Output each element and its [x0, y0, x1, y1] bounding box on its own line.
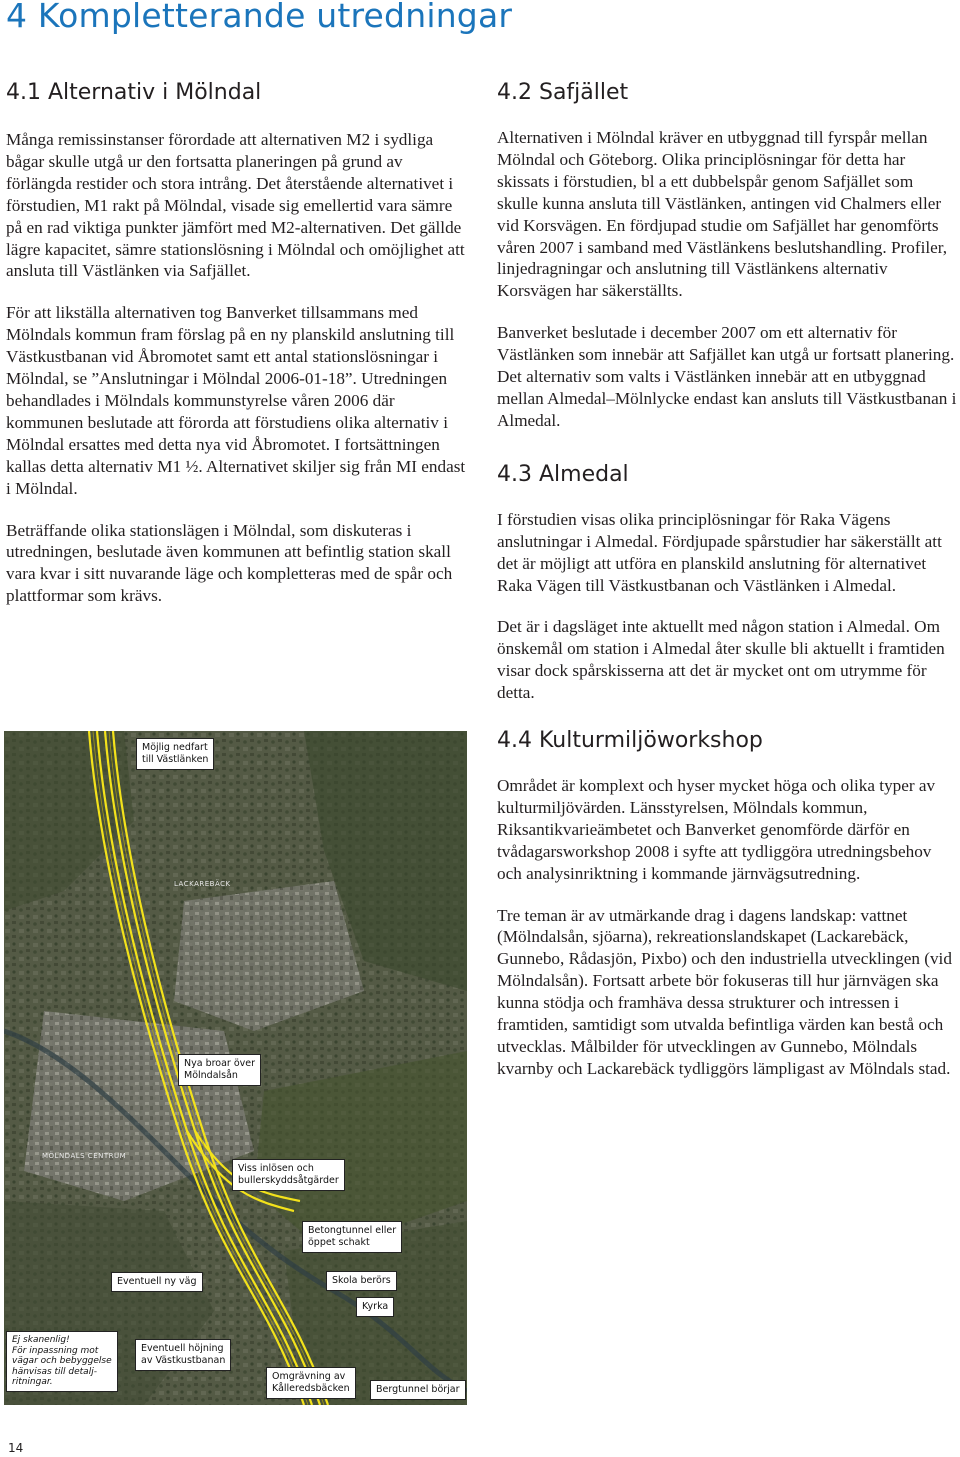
callout-line: Betongtunnel eller — [308, 1225, 397, 1236]
callout-line: Mölndalsån — [184, 1070, 238, 1081]
callout-line: hänvisas till detalj- — [12, 1366, 97, 1377]
map-callout-omgravning — [266, 1367, 356, 1399]
aerial-map — [4, 731, 467, 1405]
paragraph: I förstudien visas olika principlösningar för Raka Vägens anslutningar i Almedal. Fördjupade spårstudier har säkerställt att det är möjligt att utföra en planskild anslutning för alternativet Raka Vägen till Västkustbanan och Västlänken i Almedal. — [497, 509, 942, 595]
callout-line: Eventuell höjning — [141, 1343, 224, 1354]
callout-line: av Västkustbanan — [141, 1355, 226, 1366]
map-callout-skanenlig — [6, 1331, 118, 1392]
callout-line: Kålleredsbäcken — [272, 1383, 350, 1394]
map-callout-skola: Skola berörs — [326, 1271, 397, 1291]
map-callout-betong — [302, 1221, 402, 1253]
map-callout-nedfart — [136, 738, 214, 770]
callout-line: bullerskyddsåtgärder — [238, 1175, 339, 1186]
paragraph: Många remissinstanser förordade att alternativen M2 i sydliga bågar skulle utgå ur den fortsatta planeringen på grund av förlängda restider och stora intrång. Det återstående alternativet i förstudien, M1 rakt på Mölndal, visade sig emellertid vara sämre på en rad viktiga punkter jämfört med M2-alternativen. Det gällde lägre kapacitet, sämre stationslösning i Mölndal och omöjlighet att ansluta till Västlänken via Safjället. — [6, 130, 465, 281]
section-heading-4-2: 4.2 Safjället — [497, 80, 629, 105]
callout-line: Möjlig nedfart — [142, 742, 208, 753]
map-callout-kyrka: Kyrka — [356, 1297, 394, 1317]
callout-line: vägar och bebyggelse — [12, 1356, 112, 1366]
section-heading-4-4: 4.4 Kulturmiljöworkshop — [497, 728, 763, 754]
map-place-label: MÖLNDALS CENTRUM — [42, 1152, 127, 1160]
page-number: 14 — [8, 1441, 24, 1455]
paragraph: Alternativen i Mölndal kräver en utbyggnad till fyrspår mellan Mölndal och Göteborg. Olika principlösningar för detta har skissats i förstudien, bl a ett dubbelspår genom Safjället som skulle kunna ansluta till Västlänken, antingen vid Chalmers eller vid Korsvägen. En fördjupad studie om Safjället har genomförts våren 2007 i samband med Västlänkens beslutshandling. Profiler, linjedragningar och anslutning till Västlänkens alternativ Korsvägen har säkerställts. — [497, 128, 948, 301]
callout-line: ritningar. — [12, 1377, 53, 1387]
map-callout-inlosen — [232, 1159, 345, 1191]
callout-line: Omgrävning av — [272, 1371, 346, 1382]
right-column — [497, 80, 957, 1100]
map-place-label: LACKAREBÄCK — [174, 880, 231, 888]
section-heading-4-3: 4.3 Almedal — [497, 461, 629, 487]
left-column — [6, 80, 466, 627]
map-callout-broar — [178, 1054, 261, 1086]
callout-line: För inpassning mot — [12, 1345, 99, 1356]
callout-line: Nya broar över — [184, 1058, 256, 1069]
map-callout-bergtunnel: Bergtunnel börjar — [370, 1380, 466, 1400]
paragraph: Det är i dagsläget inte aktuellt med någon station i Almedal. Om önskemål om station i Almedal åter skulle bli aktuellt i framtiden visar dock spårskisserna att det är mycket ont om utrymme för detta. — [497, 617, 945, 703]
chapter-title: 4 Kompletterande utredningar — [6, 0, 513, 35]
paragraph: För att likställa alternativen tog Banverket tillsammans med Mölndals kommun fram förslag på en ny planskild anslutning till Västkustbanan vid Åbromotet samt ett antal stationslösningar i Mölndal, se ”Anslutningar i Mölndal 2006-01-18”. Utredningen behandlades i Mölndals kommunstyrelse våren 2006 där kommunen beslutade att förorda att förstudiens olika alternativ i Mölndal ersattes med detta nya vid Åbromotet. I fortsättningen kallas detta alternativ M1 ½. Alternativet skiljer sig från MI endast i Mölndal. — [6, 303, 466, 498]
paragraph: Tre teman är av utmärkande drag i dagens landskap: vattnet (Mölndalsån, sjöarna), rekreationslandskapet (Lackarebäck, Gunnebo, Rådasjön, Pixbo) och den industriella utvecklingen (vid Mölndalsån). Fortsatt arbete bör fokuseras till hur järnvägen ska kunna stödja och framhäva dessa strukturer och intressen i framtiden, samtidigt som utvalda befintliga värden kan bestå och utvecklas. Målbilder för utvecklingen av Gunnebo, Mölndals kvarnby och Lackarebäck tydliggörs lämpligast av Mölndals stad. — [497, 905, 952, 1078]
callout-line: Viss inlösen och — [238, 1163, 314, 1174]
paragraph: Banverket beslutade i december 2007 om ett alternativ för Västlänken som innebär att Safjället kan utgå ur fortsatt planering. Det alternativ som valts i Västlänken innebär att en utbyggnad mellan Almedal–Mölnlycke endast kan ansluts till Västkustbanan i Almedal. — [497, 323, 957, 430]
callout-line: till Västlänken — [142, 754, 209, 765]
paragraph: Beträffande olika stationslägen i Mölndal, som diskuteras i utredningen, beslutade även kommunen att befintlig station skall vara kvar i sitt nuvarande läge och kompletteras med de spår och plattformar som krävs. — [6, 520, 453, 606]
section-heading-4-1: 4.1 Alternativ i Mölndal — [6, 80, 262, 105]
callout-line: Ej skanenlig! — [12, 1335, 70, 1345]
map-callout-hojning — [135, 1339, 231, 1371]
paragraph: Området är komplext och hyser mycket höga och olika typer av kulturmiljövärden. Länsstyrelsen, Mölndals kommun, Riksantikvarieämbetet och Banverket genomförde därför en tvådagarsworkshop 2008 i syfte att tydliggöra utredningsbehov och analysinriktning i kommande järnvägsutredning. — [497, 776, 936, 883]
map-callout-ny-vag: Eventuell ny väg — [111, 1272, 203, 1292]
callout-line: öppet schakt — [308, 1237, 370, 1248]
